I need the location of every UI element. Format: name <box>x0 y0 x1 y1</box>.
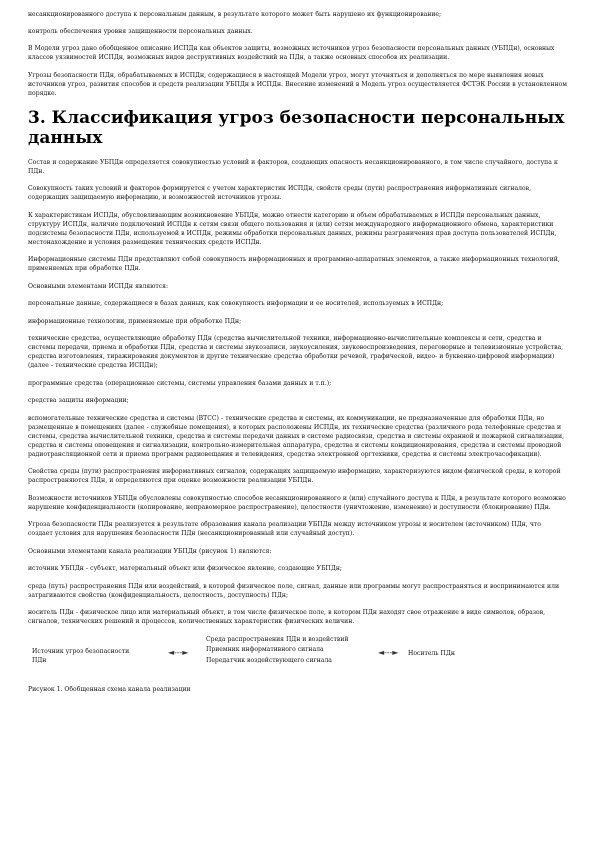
paragraph: Информационные системы ПДн представляют собой совокупность информационных и программно-аппаратных элементов, а также информационных технологий, применяемых при обработке ПДн. <box>28 256 560 272</box>
list-item: вспомогательные технические средства и системы (ВТСС) - технические средства и системы, их коммуникации, не предназначенные для обработки ПДн, но размещенные в помещениях (далее - служебные помещения), в которых расположены ИСПДн, их технические средства (различного рода телефонные средства и системы, средства вычислительной техники, средства и системы передачи данных в системе радиосвязи, средства и системы охранной и пожарной сигнализации, средства и системы оповещения и сигнализации, контрольно-измерительная аппаратура, средства и системы кондиционирования, средства и системы проводной радиотрансляционной сети и приема программ радиовещания и телевидения, средства электронной оргтехники, средства и системы электрочасофикации). <box>28 414 565 458</box>
diagram-receiver-label: Приемник информативного сигнала <box>206 646 324 653</box>
paragraph: Основными элементами канала реализации УБПДн (рисунок 1) являются: <box>28 547 272 555</box>
diagram-data-carrier: Носитель ПДн <box>408 649 455 657</box>
paragraph: Свойства среды (пути) распространения информативных сигналов, содержащих защищаемую информацию, характеризуются видом физической среды, в которой распространяются ПДн, и определяются при оценке возможности реализации УБПДн. <box>28 468 561 484</box>
diagram-transmitter-label: Передатчик воздействующего сигнала <box>206 656 332 664</box>
paragraph: несанкционированного доступа к персональным данным, в результате которого может быть нарушено их функционирование; <box>28 11 442 18</box>
section-heading: 3. Классификация угроз безопасности персональных данных <box>28 107 565 148</box>
list-item: носитель ПДн - физическое лицо или материальный объект, в том числе физическое поле, в котором ПДн находят свое отражение в виде символов, образов, сигналов, технических решений и процессов, количественных характеристик физических величин. <box>28 609 546 625</box>
paragraph: Угрозы безопасности ПДн, обрабатываемых в ИСПДн, содержащиеся в настоящей Модели угроз, могут уточняться и дополняться по мере выявления новых источников угроз, развития способов и средств реализации УБПДн в ИСПДн. Внесение изменений в Модель угроз осуществляется ФСТЭК России в установленном порядке. <box>28 71 567 97</box>
list-item: среда (путь) распространения ПДн или воздействий, в которой физическое поле, сигнал, данные или программы могут распространяться и воспринимаются или затрагиваются свойства (конфиденциальность, целостность, доступность) ПДн; <box>28 582 560 599</box>
paragraph: Угроза безопасности ПДн реализуется в результате образования канала реализации УБПДн между источником угрозы и носителем (источником) ПДн, что создает условия для нарушения безопасности ПДн (несанкционированный или случайный доступ). <box>28 521 541 537</box>
diagram-medium-label: Среда распространения ПДн и воздействий <box>206 635 349 643</box>
list-item: персональные данные, содержащиеся в базах данных, как совокупность информации и ее носителей, используемых в ИСПДн; <box>28 300 444 307</box>
list-item: источник УБПДн - субъект, материальный объект или физическое явление, создающие УБПДн; <box>28 565 342 572</box>
paragraph: В Модели угроз дано обобщенное описание ИСПДн как объектов защиты, возможных источников угроз безопасности персональных данных (УБПДн), основных классов уязвимостей ИСПДн, возможных видов деструктивных воздействий на ПДн, а также основных способов их реализации. <box>28 45 555 61</box>
paragraph: контроль обеспечения уровня защищенности персональных данных. <box>28 27 253 35</box>
paragraph: К характеристикам ИСПДн, обусловливающим возникновение УБПДн, можно отнести категорию и объем обрабатываемых в ИСПДн персональных данных, структуру ИСПДн, наличие подключений ИСПДн к сетям связи общего пользования и (или) сетям международного информационного обмена, характеристики подсистемы безопасности ПДн, используемой в ИСПДн, режимы обработки персональных данных, режимы разграничения прав доступа пользователей ИСПДн, местонахождение и условия размещения технических средств ИСПДн. <box>28 211 557 246</box>
paragraph: Состав и содержание УБПДн определяется совокупностью условий и факторов, создающих опасность несанкционированного, в том числе случайного, доступа к ПДн. <box>28 158 558 175</box>
diagram-threat-source: Источник угроз безопасности ПДн <box>32 647 130 664</box>
list-item: средства защиты информации; <box>28 397 129 404</box>
double-arrow-icon: ◄---► <box>168 647 189 657</box>
paragraph: Возможности источников УБПДн обусловлены совокупностью способов несанкционированного и (или) случайного доступа к ПДн, в результате которого возможно нарушение конфиденциальности (копирование, неправомерное распространение), целостности (уничтожение, изменение) и доступности (блокирование) ПДн. <box>28 494 566 511</box>
list-item: информационные технологии, применяемые при обработке ПДн; <box>28 317 242 325</box>
list-item: программные средства (операционные системы, системы управления базами данных и т.п.); <box>28 379 332 387</box>
channel-diagram <box>28 635 567 677</box>
diagram-medium <box>206 635 356 667</box>
paragraph: Совокупность таких условий и факторов формируется с учетом характеристик ИСПДн, свойств среды (пути) распространения информативных сигналов, содержащих защищаемую информацию, и возможностей источников угрозы. <box>28 185 532 201</box>
paragraph: Основными элементами ИСПДн являются: <box>28 282 169 290</box>
double-arrow-icon: ◄---► <box>378 647 399 657</box>
figure-caption: Рисунок 1. Обобщенная схема канала реализации <box>28 685 191 693</box>
list-item: технические средства, осуществляющие обработку ПДн (средства вычислительной техники, информационно-вычислительные комплексы и сети, средства и системы передачи, приема и обработки ПДн, средства и системы звукозаписи, звукоусиления, звуковоспроизведения, переговорные и телевизионные устройства, средства изготовления, тиражирования документов и другие технические средства обработки речевой, графической, видео- и буквенно-цифровой информации) (далее - технические средства ИСПДн); <box>28 335 564 369</box>
